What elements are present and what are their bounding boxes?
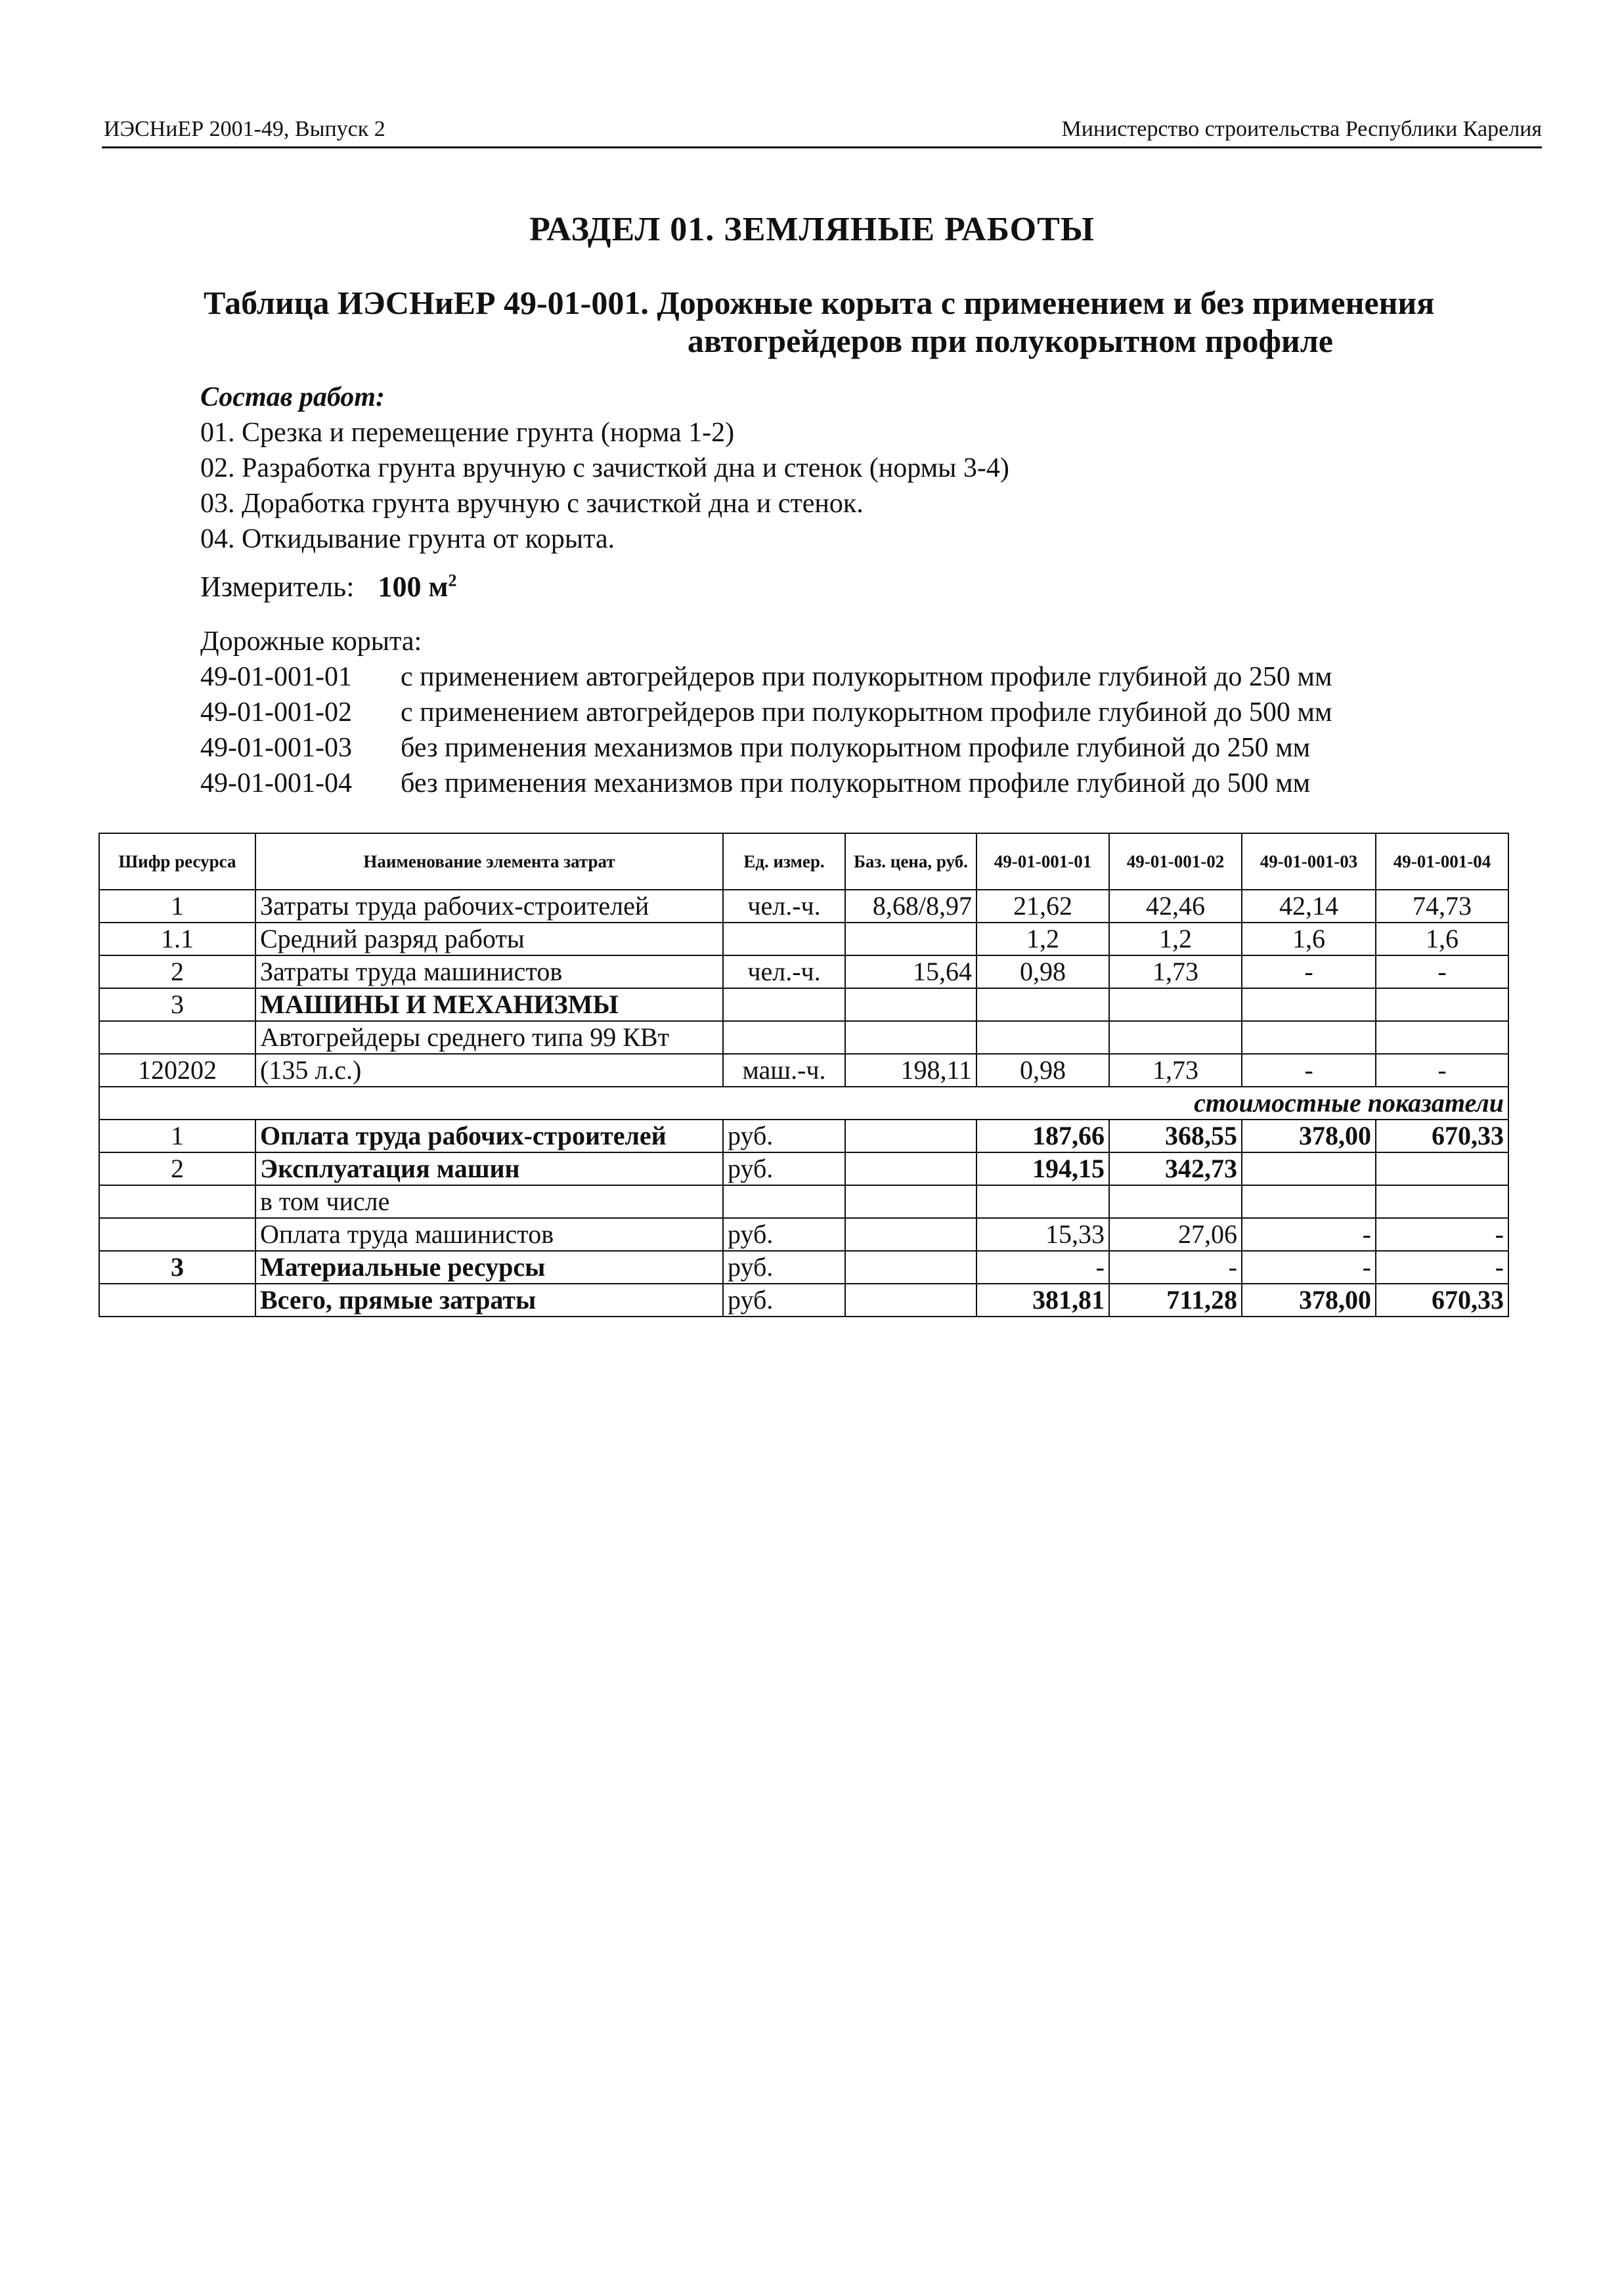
cell xyxy=(723,988,845,1021)
composition-caption: Состав работ: xyxy=(200,382,385,412)
meter xyxy=(200,570,456,603)
cell xyxy=(1242,1021,1376,1054)
cell: 1,2 xyxy=(977,923,1109,955)
cell xyxy=(723,1185,845,1218)
col-header: Ед. измер. xyxy=(723,833,845,890)
cell: 3 xyxy=(99,1251,255,1284)
cell: - xyxy=(977,1251,1109,1284)
road-item-text: без применения механизмов при полукорытном профиле глубиной до 500 мм xyxy=(401,768,1311,798)
cell xyxy=(977,1185,1109,1218)
col-header: Шифр ресурса xyxy=(99,833,255,890)
road-item-text: с применением автогрейдеров при полукорытном профиле глубиной до 500 мм xyxy=(401,697,1332,728)
cell: 194,15 xyxy=(977,1152,1109,1185)
road-item xyxy=(200,766,1332,801)
table-row xyxy=(99,890,1508,923)
table-row-cost-caption xyxy=(99,1087,1508,1120)
cell: - xyxy=(1376,955,1508,988)
cell: - xyxy=(1242,1054,1376,1087)
cost-indicators-caption: стоимостные показатели xyxy=(99,1087,1508,1120)
table-row xyxy=(99,1152,1508,1185)
table-title-line1: Таблица ИЭСНиЕР 49-01-001. Дорожные корыта с применением и без применения xyxy=(204,284,1435,321)
composition-item: 04. Откидывание грунта от корыта. xyxy=(200,524,615,554)
cell xyxy=(845,1251,977,1284)
header-left: ИЭСНиЕР 2001-49, Выпуск 2 xyxy=(104,117,385,141)
cell: 27,06 xyxy=(1109,1218,1242,1251)
cell: Эксплуатация машин xyxy=(255,1152,723,1185)
meter-value xyxy=(378,571,456,603)
cell: 42,46 xyxy=(1109,890,1242,923)
cell: Оплата труда рабочих-строителей xyxy=(255,1120,723,1152)
cell xyxy=(1376,1152,1508,1185)
cell: чел.-ч. xyxy=(723,890,845,923)
road-item-code: 49-01-001-01 xyxy=(200,662,352,692)
composition-item: 02. Разработка грунта вручную с зачисткой дна и стенок (нормы 3-4) xyxy=(200,453,1009,483)
cell: 368,55 xyxy=(1109,1120,1242,1152)
cell: руб. xyxy=(723,1152,845,1185)
table-row xyxy=(99,1251,1508,1284)
cell: Оплата труда машинистов xyxy=(255,1218,723,1251)
cell xyxy=(1376,1021,1508,1054)
cell xyxy=(723,1021,845,1054)
work-composition xyxy=(200,380,1009,557)
cell: - xyxy=(1109,1251,1242,1284)
cell: 2 xyxy=(99,955,255,988)
cell: 15,33 xyxy=(977,1218,1109,1251)
cell: 711,28 xyxy=(1109,1284,1242,1317)
table-row xyxy=(99,1120,1508,1152)
cell: 378,00 xyxy=(1242,1284,1376,1317)
cell: руб. xyxy=(723,1251,845,1284)
cell: 1 xyxy=(99,1120,255,1152)
header-right: Министерство строительства Республики Карелия xyxy=(1061,117,1542,141)
col-header: 49-01-001-03 xyxy=(1242,833,1376,890)
meter-label: Измеритель: xyxy=(200,571,355,603)
cell: 187,66 xyxy=(977,1120,1109,1152)
cell: в том числе xyxy=(255,1185,723,1218)
cell xyxy=(845,1021,977,1054)
cell xyxy=(1109,1185,1242,1218)
cell: Затраты труда машинистов xyxy=(255,955,723,988)
cell: руб. xyxy=(723,1284,845,1317)
cell: 21,62 xyxy=(977,890,1109,923)
col-header: 49-01-001-02 xyxy=(1109,833,1242,890)
cell xyxy=(845,988,977,1021)
section-title: РАЗДЕЛ 01. ЗЕМЛЯНЫЕ РАБОТЫ xyxy=(529,211,1095,248)
cell: - xyxy=(1242,955,1376,988)
cell: Средний разряд работы xyxy=(255,923,723,955)
table-row xyxy=(99,1021,1508,1054)
table-title-line2: автогрейдеров при полукорытном профиле xyxy=(687,322,1333,359)
road-item-code: 49-01-001-03 xyxy=(200,733,352,763)
cell xyxy=(845,1120,977,1152)
header-rule xyxy=(102,146,1542,148)
cell: Материальные ресурсы xyxy=(255,1251,723,1284)
col-header: 49-01-001-01 xyxy=(977,833,1109,890)
cell xyxy=(99,1284,255,1317)
cell: 0,98 xyxy=(977,1054,1109,1087)
col-header: 49-01-001-04 xyxy=(1376,833,1508,890)
cell: 2 xyxy=(99,1152,255,1185)
cell: 670,33 xyxy=(1376,1284,1508,1317)
cell xyxy=(99,1185,255,1218)
cell: МАШИНЫ И МЕХАНИЗМЫ xyxy=(255,988,723,1021)
meter-value-text: 100 м xyxy=(378,571,449,603)
cell xyxy=(845,1185,977,1218)
col-header: Баз. цена, руб. xyxy=(845,833,977,890)
composition-item: 03. Доработка грунта вручную с зачисткой дна и стенок. xyxy=(200,489,864,519)
cell xyxy=(845,923,977,955)
cell: - xyxy=(1376,1218,1508,1251)
cell: чел.-ч. xyxy=(723,955,845,988)
cell xyxy=(1376,988,1508,1021)
cell xyxy=(845,1218,977,1251)
cell: 8,68/8,97 xyxy=(845,890,977,923)
table-header-row xyxy=(99,833,1508,890)
cell: маш.-ч. xyxy=(723,1054,845,1087)
cell: - xyxy=(1376,1251,1508,1284)
cell xyxy=(1109,988,1242,1021)
cell: 3 xyxy=(99,988,255,1021)
resources-table xyxy=(99,833,1509,1317)
cell xyxy=(977,988,1109,1021)
cell: 74,73 xyxy=(1376,890,1508,923)
cell: руб. xyxy=(723,1218,845,1251)
road-caption: Дорожные корыта: xyxy=(200,626,422,657)
road-item-code: 49-01-001-04 xyxy=(200,768,352,798)
road-item-text: без применения механизмов при полукорытном профиле глубиной до 250 мм xyxy=(401,733,1311,763)
cell: 1,6 xyxy=(1242,923,1376,955)
road-item xyxy=(200,730,1332,766)
cell: 1,6 xyxy=(1376,923,1508,955)
cell xyxy=(1242,1152,1376,1185)
table-row xyxy=(99,955,1508,988)
cell: 342,73 xyxy=(1109,1152,1242,1185)
table-row xyxy=(99,1218,1508,1251)
cell xyxy=(99,1218,255,1251)
road-item xyxy=(200,695,1332,730)
cell xyxy=(1376,1185,1508,1218)
cell: 381,81 xyxy=(977,1284,1109,1317)
cell xyxy=(845,1152,977,1185)
cell: 120202 xyxy=(99,1054,255,1087)
table-title xyxy=(204,284,1491,360)
cell: 42,14 xyxy=(1242,890,1376,923)
table-row xyxy=(99,1054,1508,1087)
table-row xyxy=(99,988,1508,1021)
cell: 15,64 xyxy=(845,955,977,988)
cell: руб. xyxy=(723,1120,845,1152)
cell: 1,73 xyxy=(1109,1054,1242,1087)
road-item-text: с применением автогрейдеров при полукорытном профиле глубиной до 250 мм xyxy=(401,662,1332,692)
meter-value-sup: 2 xyxy=(448,571,457,590)
road-item-code: 49-01-001-02 xyxy=(200,697,352,728)
road-troughs xyxy=(200,624,1332,801)
cell: Автогрейдеры среднего типа 99 КВт xyxy=(255,1021,723,1054)
cell: 1 xyxy=(99,890,255,923)
cell xyxy=(1242,1185,1376,1218)
cell: 1,73 xyxy=(1109,955,1242,988)
cell: (135 л.с.) xyxy=(255,1054,723,1087)
cell: 378,00 xyxy=(1242,1120,1376,1152)
cell xyxy=(723,923,845,955)
col-header: Наименование элемента затрат xyxy=(255,833,723,890)
cell xyxy=(99,1021,255,1054)
cell: - xyxy=(1376,1054,1508,1087)
cell: - xyxy=(1242,1251,1376,1284)
cell: - xyxy=(1242,1218,1376,1251)
table-row-total xyxy=(99,1284,1508,1317)
cell: 1,2 xyxy=(1109,923,1242,955)
cell: 1.1 xyxy=(99,923,255,955)
cell: 198,11 xyxy=(845,1054,977,1087)
cell xyxy=(977,1021,1109,1054)
cell xyxy=(1109,1021,1242,1054)
cell xyxy=(845,1284,977,1317)
road-item xyxy=(200,659,1332,695)
cell: Всего, прямые затраты xyxy=(255,1284,723,1317)
cell: Затраты труда рабочих-строителей xyxy=(255,890,723,923)
cell: 0,98 xyxy=(977,955,1109,988)
cell: 670,33 xyxy=(1376,1120,1508,1152)
composition-item: 01. Срезка и перемещение грунта (норма 1-2) xyxy=(200,418,735,448)
table-row xyxy=(99,1185,1508,1218)
table-row xyxy=(99,923,1508,955)
cell xyxy=(1242,988,1376,1021)
